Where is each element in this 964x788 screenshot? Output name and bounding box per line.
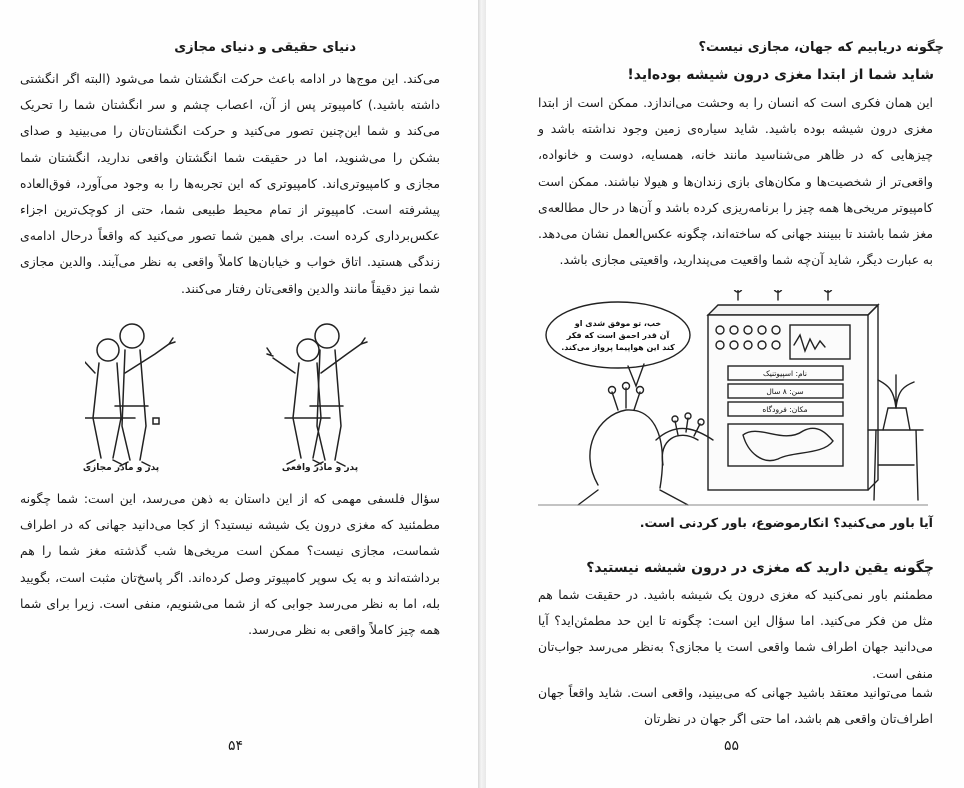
machine-label: مکان: فرودگاه bbox=[762, 405, 808, 414]
running-head: دنیای حقیقی و دنیای مجازی bbox=[174, 40, 356, 55]
parents-illustration bbox=[85, 318, 420, 478]
paragraph: این همان فکری است که انسان را به وحشت می‌اندازد. ممکن است از ابتدا مغزی درون شیشه بوده باشید. شاید سیاره‌ی زمین وجود نداشته باشد و چیزهایی که در ظاهر می‌شناسید مانند خانه، همسایه، دوست و خانواده، واقعی‌تر از شخصیت‌ها و مکان‌های بازی زندان‌ها و هیولا نباشند. ممکن است کامپیوتر مریخی‌ها همه چیز را برنامه‌ریزی کرده باشد و آن‌ها در حال مطالعه‌ی مغز شما باشند تا ببینند جهانی که ساخته‌اند، چگونه عکس‌العمل نشان می‌دهد. به عبارت دیگر، شاید آن‌چه شما واقعیت می‌پندارید، واقعیتی مجازی باشد. bbox=[538, 95, 933, 268]
illustration-caption: آیا باور می‌کنید؟ انکارموضوع، باور کردنی است. bbox=[639, 515, 933, 530]
page-number: ۵۵ bbox=[724, 738, 740, 754]
paragraph: مطمئنم باور نمی‌کنید که مغزی درون یک شیشه باشید. در حقیقت شما هم مثل من فکر می‌کنید. اما سؤال این است: چگونه تا این حد مطمئن‌اید؟ آیا می‌دانید جهان اطراف شما واقعی است یا مجازی؟ به‌نظر می‌رسد جواب‌تان منفی است. bbox=[538, 587, 933, 681]
speech-bubble-line: آن قدر احمق است که فکر bbox=[566, 331, 670, 340]
paragraph: می‌کند. این موج‌ها در ادامه باعث حرکت انگشتان شما می‌شود (البته اگر انگشتی داشته باشید.) کامپیوتر پس از آن، اعصاب چشم و سر انگشتان شما را تحریک می‌کند و شما این‌چنین تصور می‌کنید و حرکت انگشتان‌تان را می‌بینید و صدای بشکن را می‌شنوید، اما در حقیقت شما انگشتان واقعی ندارید، انگشتان شما مجازی و کامپیوتری‌اند. کامپیوتری که این تجربه‌ها را به وجود می‌آورد، فوق‌العاده پیشرفته است. کامپیوتر از تمام محیط طبیعی شما، حتی از کوچک‌ترین اجزاء عکس‌برداری کرده است. برای همین شما تصور می‌کنید که واقعاً در‌حال ادامه‌ی زندگی هستید. اتاق خواب و خیابان‌ها کاملاً واقعی به نظر می‌آیند. والدین مجازی شما نیز دقیقاً مانند والدین واقعی‌تان رفتار می‌کنند. bbox=[20, 71, 440, 296]
section-heading: چگونه یقین دارید که مغزی در درون شیشه نیستید؟ bbox=[586, 560, 934, 576]
right-page bbox=[486, 0, 964, 788]
caption-real-parents: پدر و مادر واقعی bbox=[281, 463, 359, 473]
alien-computer-illustration bbox=[538, 290, 928, 515]
left-page bbox=[0, 0, 478, 788]
running-head: چگونه دریابیم که جهان، مجازی نیست؟ bbox=[698, 40, 944, 55]
speech-bubble-line: خب، تو موفق شدی او bbox=[574, 319, 662, 328]
page-number: ۵۴ bbox=[228, 738, 244, 754]
machine-label: سن: ۸ سال bbox=[766, 387, 804, 396]
virtual-parents-figure bbox=[85, 324, 175, 466]
speech-bubble-line: کند این هواپیما پرواز می‌کند. bbox=[561, 343, 675, 352]
section-heading: شاید شما از ابتدا مغزی درون شیشه بوده‌اید! bbox=[627, 67, 934, 83]
real-parents-figure bbox=[267, 324, 367, 466]
machine-label: نام: اسپیوتنیک bbox=[762, 369, 808, 378]
paragraph: سؤال فلسفی مهمی که از این داستان به ذهن می‌رسد، این است: شما چگونه مطمئنید که مغزی درون یک شیشه نیستید؟ از کجا می‌دانید جهانی که در اطراف شماست، مجازی نیست؟ ممکن است مریخی‌ها شب گذشته مغز شما را هم برداشته‌اند و به یک سوپر کامپیوتر وصل کرده‌اند. اگر پاسخ‌تان مثبت است، بگویید بله، اما به نظر می‌رسد جوابی که از شما می‌شنویم، منفی است. زیرا برای شما همه چیز کاملاً واقعی به نظر می‌رسد. bbox=[20, 491, 440, 638]
paragraph: شما می‌توانید معتقد باشید جهانی که می‌بینید، واقعی است. شاید واقعاً جهان اطراف‌تان واقعی هم باشد، اما حتی اگر جهان در نظرتان bbox=[538, 685, 933, 727]
caption-virtual-parents: پدر و مادر مجازی bbox=[82, 463, 160, 473]
book-gutter bbox=[478, 0, 486, 788]
